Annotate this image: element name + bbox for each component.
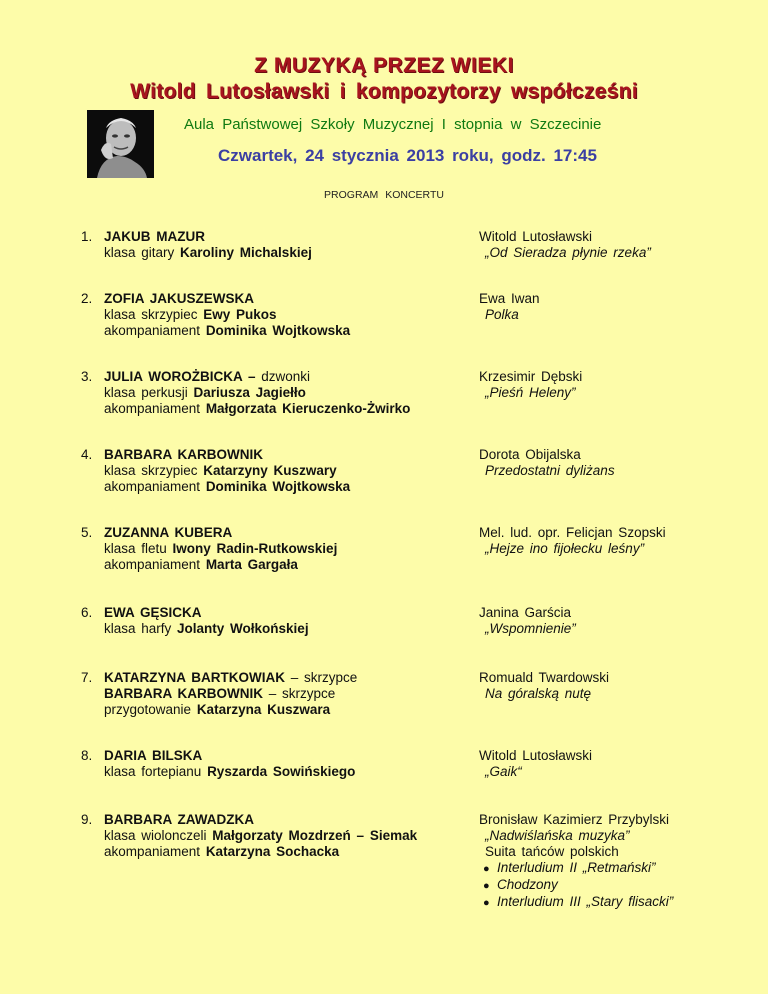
performer-block bbox=[104, 748, 355, 780]
performer-line bbox=[104, 229, 312, 245]
performer-name: BARBARA ZAWADZKA bbox=[104, 812, 254, 827]
detail-label: klasa skrzypiec bbox=[104, 307, 204, 322]
work-title: „Nadwiślańska muzyka” bbox=[485, 828, 630, 843]
performer-block bbox=[104, 291, 350, 339]
item-number: 8. bbox=[81, 748, 93, 763]
detail-label: akompaniament bbox=[104, 557, 206, 572]
performer-name: ZUZANNA KUBERA bbox=[104, 525, 233, 540]
performer-block bbox=[104, 525, 337, 573]
composition-block bbox=[479, 447, 615, 479]
item-number: 9. bbox=[81, 812, 93, 827]
performer-block bbox=[104, 670, 357, 718]
work-title: Polka bbox=[485, 307, 519, 322]
performer-line bbox=[104, 447, 350, 463]
item-number: 2. bbox=[81, 291, 93, 306]
performer-name: BARBARA KARBOWNIK bbox=[104, 447, 263, 462]
detail-label: przygotowanie bbox=[104, 702, 197, 717]
composition-block bbox=[479, 229, 651, 261]
composer-name: Ewa Iwan bbox=[479, 291, 540, 306]
composer-name: Romuald Twardowski bbox=[479, 670, 610, 685]
teacher-name: Iwony Radin-Rutkowskiej bbox=[172, 541, 338, 556]
performer-detail bbox=[104, 307, 350, 323]
work-part-title: Chodzony bbox=[497, 877, 558, 892]
teacher-name: Karoliny Michalskiej bbox=[180, 245, 312, 260]
performer-detail bbox=[104, 686, 357, 702]
performer-detail bbox=[104, 385, 410, 401]
performer-block bbox=[104, 812, 417, 860]
detail-label: akompaniament bbox=[104, 401, 206, 416]
performer-line bbox=[104, 748, 355, 764]
concert-subtitle: Witold Lutosławski i kompozytorzy współcześni bbox=[130, 80, 638, 103]
item-number: 7. bbox=[81, 670, 93, 685]
performer-name: BARBARA KARBOWNIK bbox=[104, 686, 263, 701]
work-title: „Hejze ino fijołecku leśny” bbox=[485, 541, 645, 556]
composer-portrait bbox=[87, 110, 154, 178]
detail-label: klasa skrzypiec bbox=[104, 463, 204, 478]
performer-detail bbox=[104, 702, 357, 718]
performer-detail bbox=[104, 479, 350, 495]
performer-line bbox=[104, 812, 417, 828]
teacher-name: Ryszarda Sowińskiego bbox=[207, 764, 356, 779]
composition-block bbox=[479, 812, 673, 911]
performer-line bbox=[104, 369, 410, 385]
performer-detail bbox=[104, 621, 309, 637]
teacher-name: Dariusza Jagiełło bbox=[193, 385, 306, 400]
teacher-name: Ewy Pukos bbox=[203, 307, 277, 322]
bullet-icon: ● bbox=[483, 880, 490, 892]
bullet-icon: ● bbox=[483, 897, 490, 909]
performer-line bbox=[104, 525, 337, 541]
performer-detail bbox=[104, 245, 312, 261]
performer-name: ZOFIA JAKUSZEWSKA bbox=[104, 291, 254, 306]
item-number: 4. bbox=[81, 447, 93, 462]
performer-detail bbox=[104, 764, 355, 780]
performer-instrument: dzwonki bbox=[255, 369, 311, 384]
performer-instrument: – skrzypce bbox=[284, 670, 358, 685]
teacher-name: Małgorzata Kieruczenko-Żwirko bbox=[205, 401, 411, 416]
performer-name: JAKUB MAZUR bbox=[104, 229, 205, 244]
teacher-name: Katarzyny Kuszwary bbox=[203, 463, 337, 478]
work-part-title: Interludium II „Retmański” bbox=[497, 860, 656, 875]
detail-label: akompaniament bbox=[104, 844, 206, 859]
bullet-icon: ● bbox=[483, 863, 490, 875]
performer-line bbox=[104, 605, 309, 621]
composition-block bbox=[479, 748, 592, 780]
work-title: Na góralską nutę bbox=[485, 686, 592, 701]
teacher-name: Katarzyna Kuszwara bbox=[196, 702, 331, 717]
teacher-name: Małgorzaty Mozdrzeń – Siemak bbox=[212, 828, 418, 843]
performer-name: KATARZYNA BARTKOWIAK bbox=[104, 670, 285, 685]
detail-label: akompaniament bbox=[104, 323, 206, 338]
composer-name: Janina Garścia bbox=[479, 605, 572, 620]
composer-name: Mel. lud. opr. Felicjan Szopski bbox=[479, 525, 666, 540]
work-title: „Od Sieradza płynie rzeka” bbox=[485, 245, 651, 260]
work-part bbox=[479, 894, 673, 911]
detail-label: akompaniament bbox=[104, 479, 206, 494]
performer-detail bbox=[104, 844, 417, 860]
item-number: 6. bbox=[81, 605, 93, 620]
teacher-name: Jolanty Wołkońskiej bbox=[177, 621, 309, 636]
performer-name: JULIA WOROŻBICKA – bbox=[104, 369, 256, 384]
performer-detail bbox=[104, 557, 337, 573]
performer-block bbox=[104, 447, 350, 495]
performer-detail bbox=[104, 323, 350, 339]
item-number: 3. bbox=[81, 369, 93, 384]
detail-label: klasa fletu bbox=[104, 541, 173, 556]
teacher-name: Marta Gargała bbox=[205, 557, 298, 572]
performer-block bbox=[104, 605, 309, 637]
work-part bbox=[479, 877, 673, 894]
detail-label: klasa wiolonczeli bbox=[104, 828, 213, 843]
performer-line bbox=[104, 291, 350, 307]
composition-block bbox=[479, 670, 609, 702]
concert-date: Czwartek, 24 stycznia 2013 roku, godz. 17:45 bbox=[218, 146, 597, 165]
performer-name: EWA GĘSICKA bbox=[104, 605, 202, 620]
venue-line: Aula Państwowej Szkoły Muzycznej I stopnia w Szczecinie bbox=[184, 116, 602, 133]
composition-block bbox=[479, 605, 576, 637]
teacher-name: Dominika Wojtkowska bbox=[205, 479, 351, 494]
performer-detail bbox=[104, 541, 337, 557]
detail-label: klasa gitary bbox=[104, 245, 181, 260]
work-title: „Wspomnienie” bbox=[485, 621, 576, 636]
composer-name: Witold Lutosławski bbox=[479, 229, 593, 244]
work-title: Suita tańców polskich bbox=[485, 844, 619, 859]
composer-name: Dorota Obijalska bbox=[479, 447, 581, 462]
performer-detail bbox=[104, 828, 417, 844]
detail-label: klasa fortepianu bbox=[104, 764, 208, 779]
performer-name: DARIA BILSKA bbox=[104, 748, 203, 763]
work-title: Przedostatni dyliżans bbox=[485, 463, 615, 478]
teacher-name: Dominika Wojtkowska bbox=[205, 323, 351, 338]
detail-label: klasa harfy bbox=[104, 621, 178, 636]
work-title: „Gaik“ bbox=[485, 764, 522, 779]
work-part-title: Interludium III „Stary flisacki” bbox=[497, 894, 674, 909]
concert-title: Z MUZYKĄ PRZEZ WIEKI bbox=[254, 54, 514, 77]
composition-block bbox=[479, 291, 540, 323]
work-title: „Pieśń Heleny” bbox=[485, 385, 576, 400]
performer-block bbox=[104, 229, 312, 261]
performer-block bbox=[104, 369, 410, 417]
performer-detail bbox=[104, 463, 350, 479]
work-part bbox=[479, 860, 673, 877]
composer-name: Witold Lutosławski bbox=[479, 748, 593, 763]
item-number: 5. bbox=[81, 525, 93, 540]
composition-block bbox=[479, 525, 666, 557]
performer-instrument: – skrzypce bbox=[262, 686, 336, 701]
composer-name: Krzesimir Dębski bbox=[479, 369, 583, 384]
detail-label: klasa perkusji bbox=[104, 385, 194, 400]
item-number: 1. bbox=[81, 229, 93, 244]
teacher-name: Katarzyna Sochacka bbox=[205, 844, 340, 859]
composer-name: Bronisław Kazimierz Przybylski bbox=[479, 812, 670, 827]
composition-block bbox=[479, 369, 582, 401]
performer-line bbox=[104, 670, 357, 686]
performer-detail bbox=[104, 401, 410, 417]
program-label: PROGRAM KONCERTU bbox=[324, 189, 444, 201]
